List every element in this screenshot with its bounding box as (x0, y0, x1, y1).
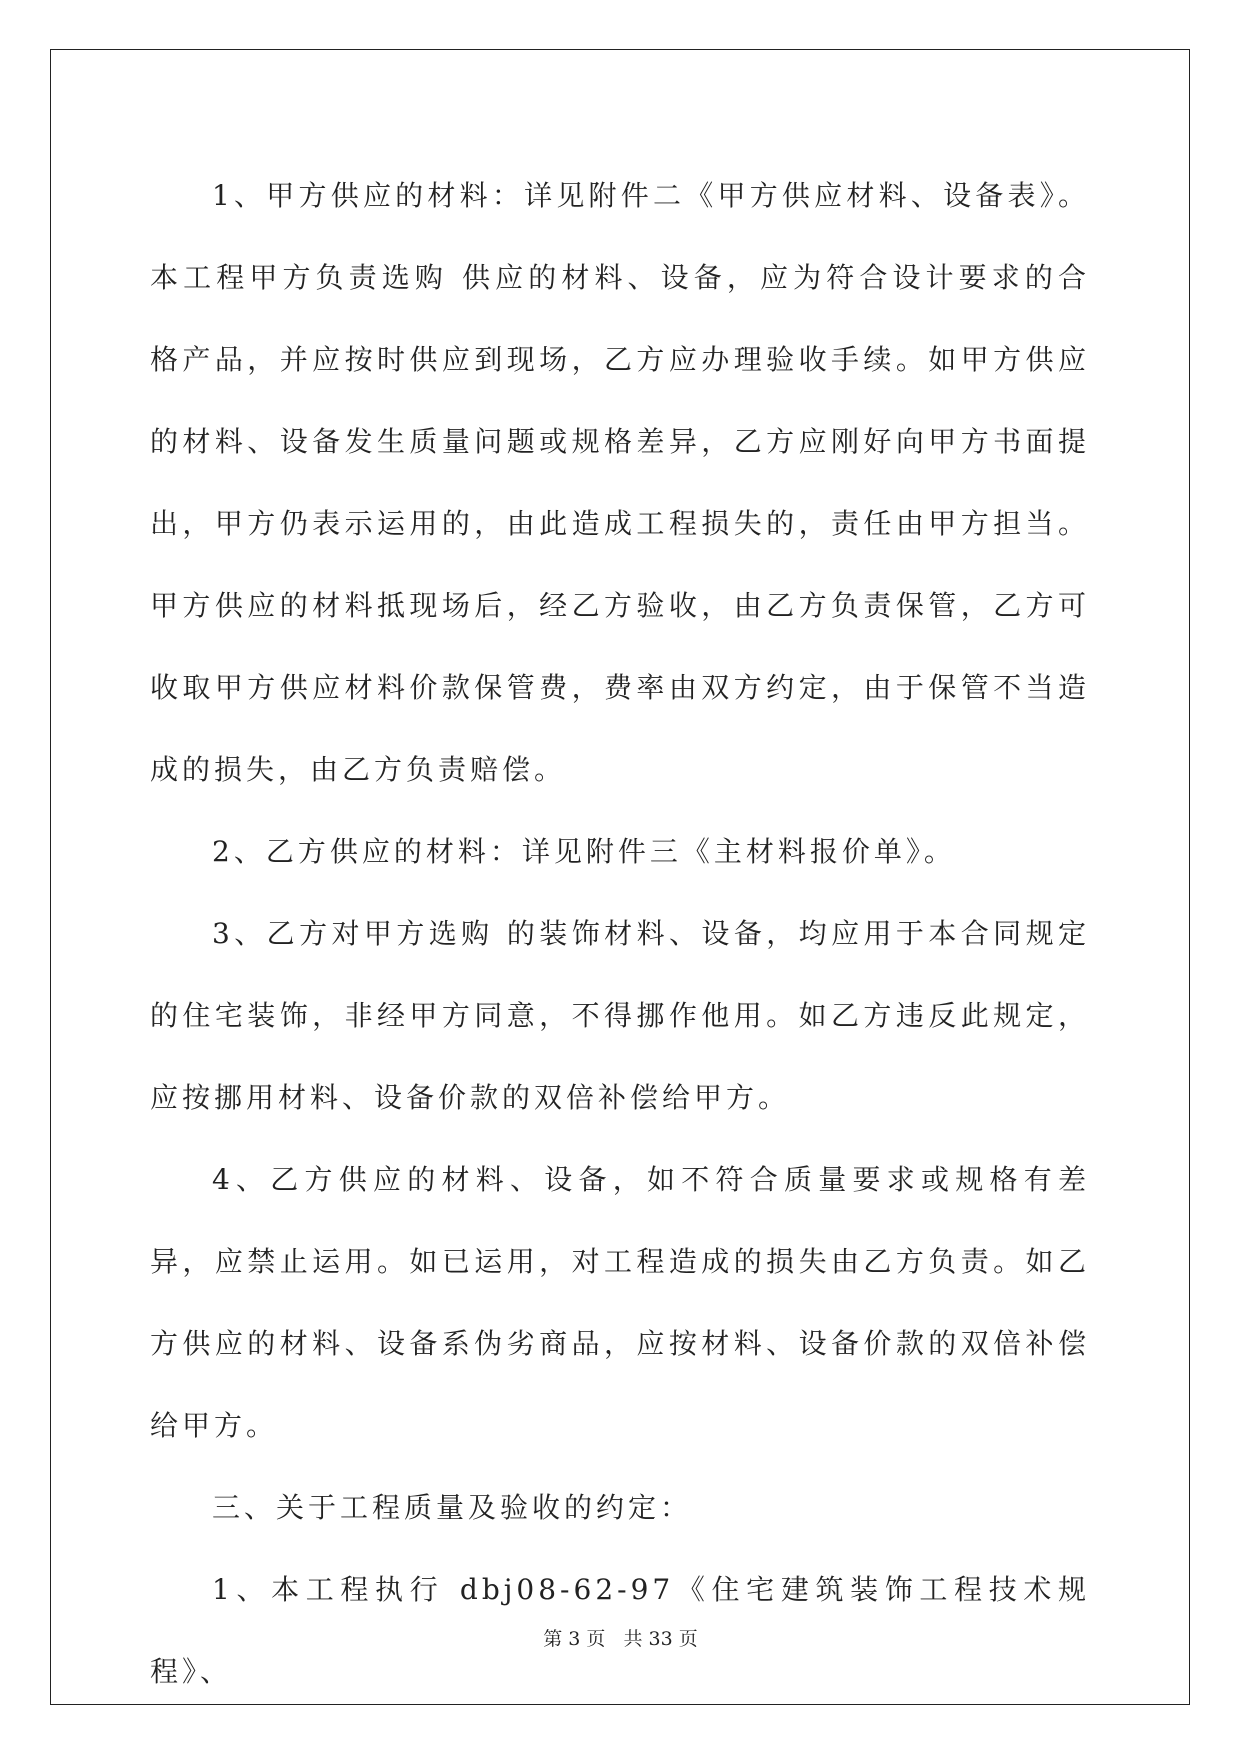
paragraph-5: 1、本工程执行 dbj08-62-97《住宅建筑装饰工程技术规程》、 (150, 1573, 1090, 1688)
paragraph-4: 4、乙方供应的材料、设备，如不符合质量要求或规格有差异，应禁止运用。如已运用，对工程造成的损失由乙方负责。如乙方供应的材料、设备系伪劣商品，应按材料、设备价款的双倍补偿给甲方。 (150, 1163, 1090, 1442)
paragraph-3: 3、乙方对甲方选购 的装饰材料、设备，均应用于本合同规定的住宅装饰，非经甲方同意，不得挪作他用。如乙方违反此规定，应按挪用材料、设备价款的双倍补偿给甲方。 (150, 917, 1090, 1114)
paragraph-1: 1、甲方供应的材料：详见附件二《甲方供应材料、设备表》。本工程甲方负责选购 供应的材料、设备，应为符合设计要求的合格产品，并应按时供应到现场，乙方应办理验收手续。如甲方供应的材料、设备发生质量问题或规格差异，乙方应刚好向甲方书面提出，甲方仍表示运用的，由此造成工程损失的，责任由甲方担当。甲方供应的材料抵现场后，经乙方验收，由乙方负责保管，乙方可收取甲方供应材料价款保管费，费率由双方约定，由于保管不当造成的损失，由乙方负责赔偿。 (150, 179, 1090, 786)
section-heading: 三、关于工程质量及验收的约定： (212, 1491, 693, 1524)
document-body (150, 155, 1090, 1713)
page-number: 第 3 页 (543, 1628, 606, 1650)
page-footer (0, 1624, 1241, 1651)
total-pages: 共 33 页 (623, 1628, 698, 1650)
paragraph-2: 2、乙方供应的材料：详见附件三《主材料报价单》。 (212, 835, 956, 868)
